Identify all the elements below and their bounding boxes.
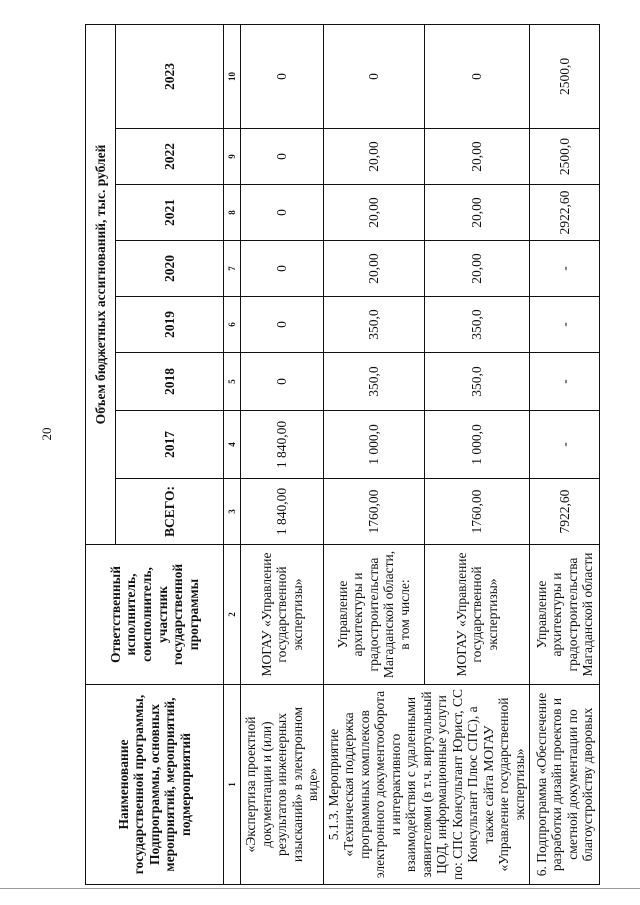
row-value: 350,0 [424,353,529,411]
row-value: 0 [241,24,324,128]
header-total: ВСЕГО: [116,479,224,545]
index-cell: 2 [224,545,241,685]
row-value: - [530,297,600,353]
row-value: 350,0 [323,297,424,353]
row-value: 1 000,0 [424,411,529,479]
row-value: 0 [323,24,424,128]
row-value: 2500,0 [530,24,600,128]
header-year: 2022 [116,129,224,185]
row-value: 0 [241,185,324,241]
header-row-group [86,24,116,884]
row-value: 350,0 [323,353,424,411]
row-value: 1 840,00 [241,479,324,545]
row-value: 7922,60 [530,479,600,545]
header-year: 2023 [116,24,224,128]
row-responsible: МОГАУ «Управление государственной экспертизы» [424,545,529,685]
row-value: 1 840,00 [241,411,324,479]
row-value: 0 [241,353,324,411]
header-year: 2017 [116,411,224,479]
row-value: 20,00 [424,129,529,185]
table-row [323,24,424,884]
index-cell: 10 [224,24,241,128]
header-responsible: Ответственный исполнитель, соисполнитель, участник государственной программы [86,545,224,685]
row-name: «Экспертиза проектной документации и (или) результатов инженерных изысканий» в электронном виде» [241,685,324,885]
header-year: 2018 [116,353,224,411]
row-value: 20,00 [323,241,424,297]
row-value: - [530,353,600,411]
row-value: 0 [241,129,324,185]
index-cell: 3 [224,479,241,545]
row-name: 6. Подпрограмма «Обеспечение разработки дизайн проектов и сметной документации по благоустройству дворовых [530,685,600,885]
index-row [224,24,241,884]
index-cell: 7 [224,241,241,297]
table-row [530,24,600,884]
index-cell: 1 [224,685,241,885]
row-value: 20,00 [424,241,529,297]
header-year: 2019 [116,297,224,353]
table-row [241,24,324,884]
index-cell: 8 [224,185,241,241]
row-value: 2500,0 [530,129,600,185]
header-year: 2021 [116,185,224,241]
row-value: 2922,60 [530,185,600,241]
row-value: 0 [424,24,529,128]
row-value: 350,0 [424,297,529,353]
row-value: 1760,00 [323,479,424,545]
row-value: 0 [241,297,324,353]
page-number: 20 [39,427,54,441]
row-value: 1760,00 [424,479,529,545]
row-value: 20,00 [323,129,424,185]
header-name: Наименование государственной программы, Подпрограммы, основных мероприятий, мероприятий, подмероприятий [86,685,224,885]
scan-edge-line [0,888,640,889]
row-value: 0 [241,241,324,297]
row-responsible: Управление архитектуры и градостроительства Магаданской области, в том числе: [323,545,424,685]
row-value: 1 000,0 [323,411,424,479]
row-value: 20,00 [323,185,424,241]
header-budget-volume: Объем бюджетных ассигнований, тыс. рублей [86,24,116,544]
row-value: - [530,411,600,479]
rotated-page-content [85,25,596,885]
index-cell: 6 [224,297,241,353]
header-year: 2020 [116,241,224,297]
row-name: 5.1.3. Мероприятие «Техническая поддержка программных комплексов электронного документооборота и интерактивного взаимодействия с удаленными заявителями (в т.ч. виртуальный ЦОД, информационные услуги по: СПС Консультант Юрист, СС Консультант Плюс СПС), а также сайта МОГАУ «Управление государственной экспертизы» [323,685,530,885]
index-cell: 4 [224,411,241,479]
budget-table [85,24,600,885]
index-cell: 5 [224,353,241,411]
index-cell: 9 [224,129,241,185]
row-value: - [530,241,600,297]
row-value: 20,00 [424,185,529,241]
row-responsible: МОГАУ «Управление государственной экспертизы» [241,545,324,685]
row-responsible: Управление архитектуры и градостроительства Магаданской области [530,545,600,685]
